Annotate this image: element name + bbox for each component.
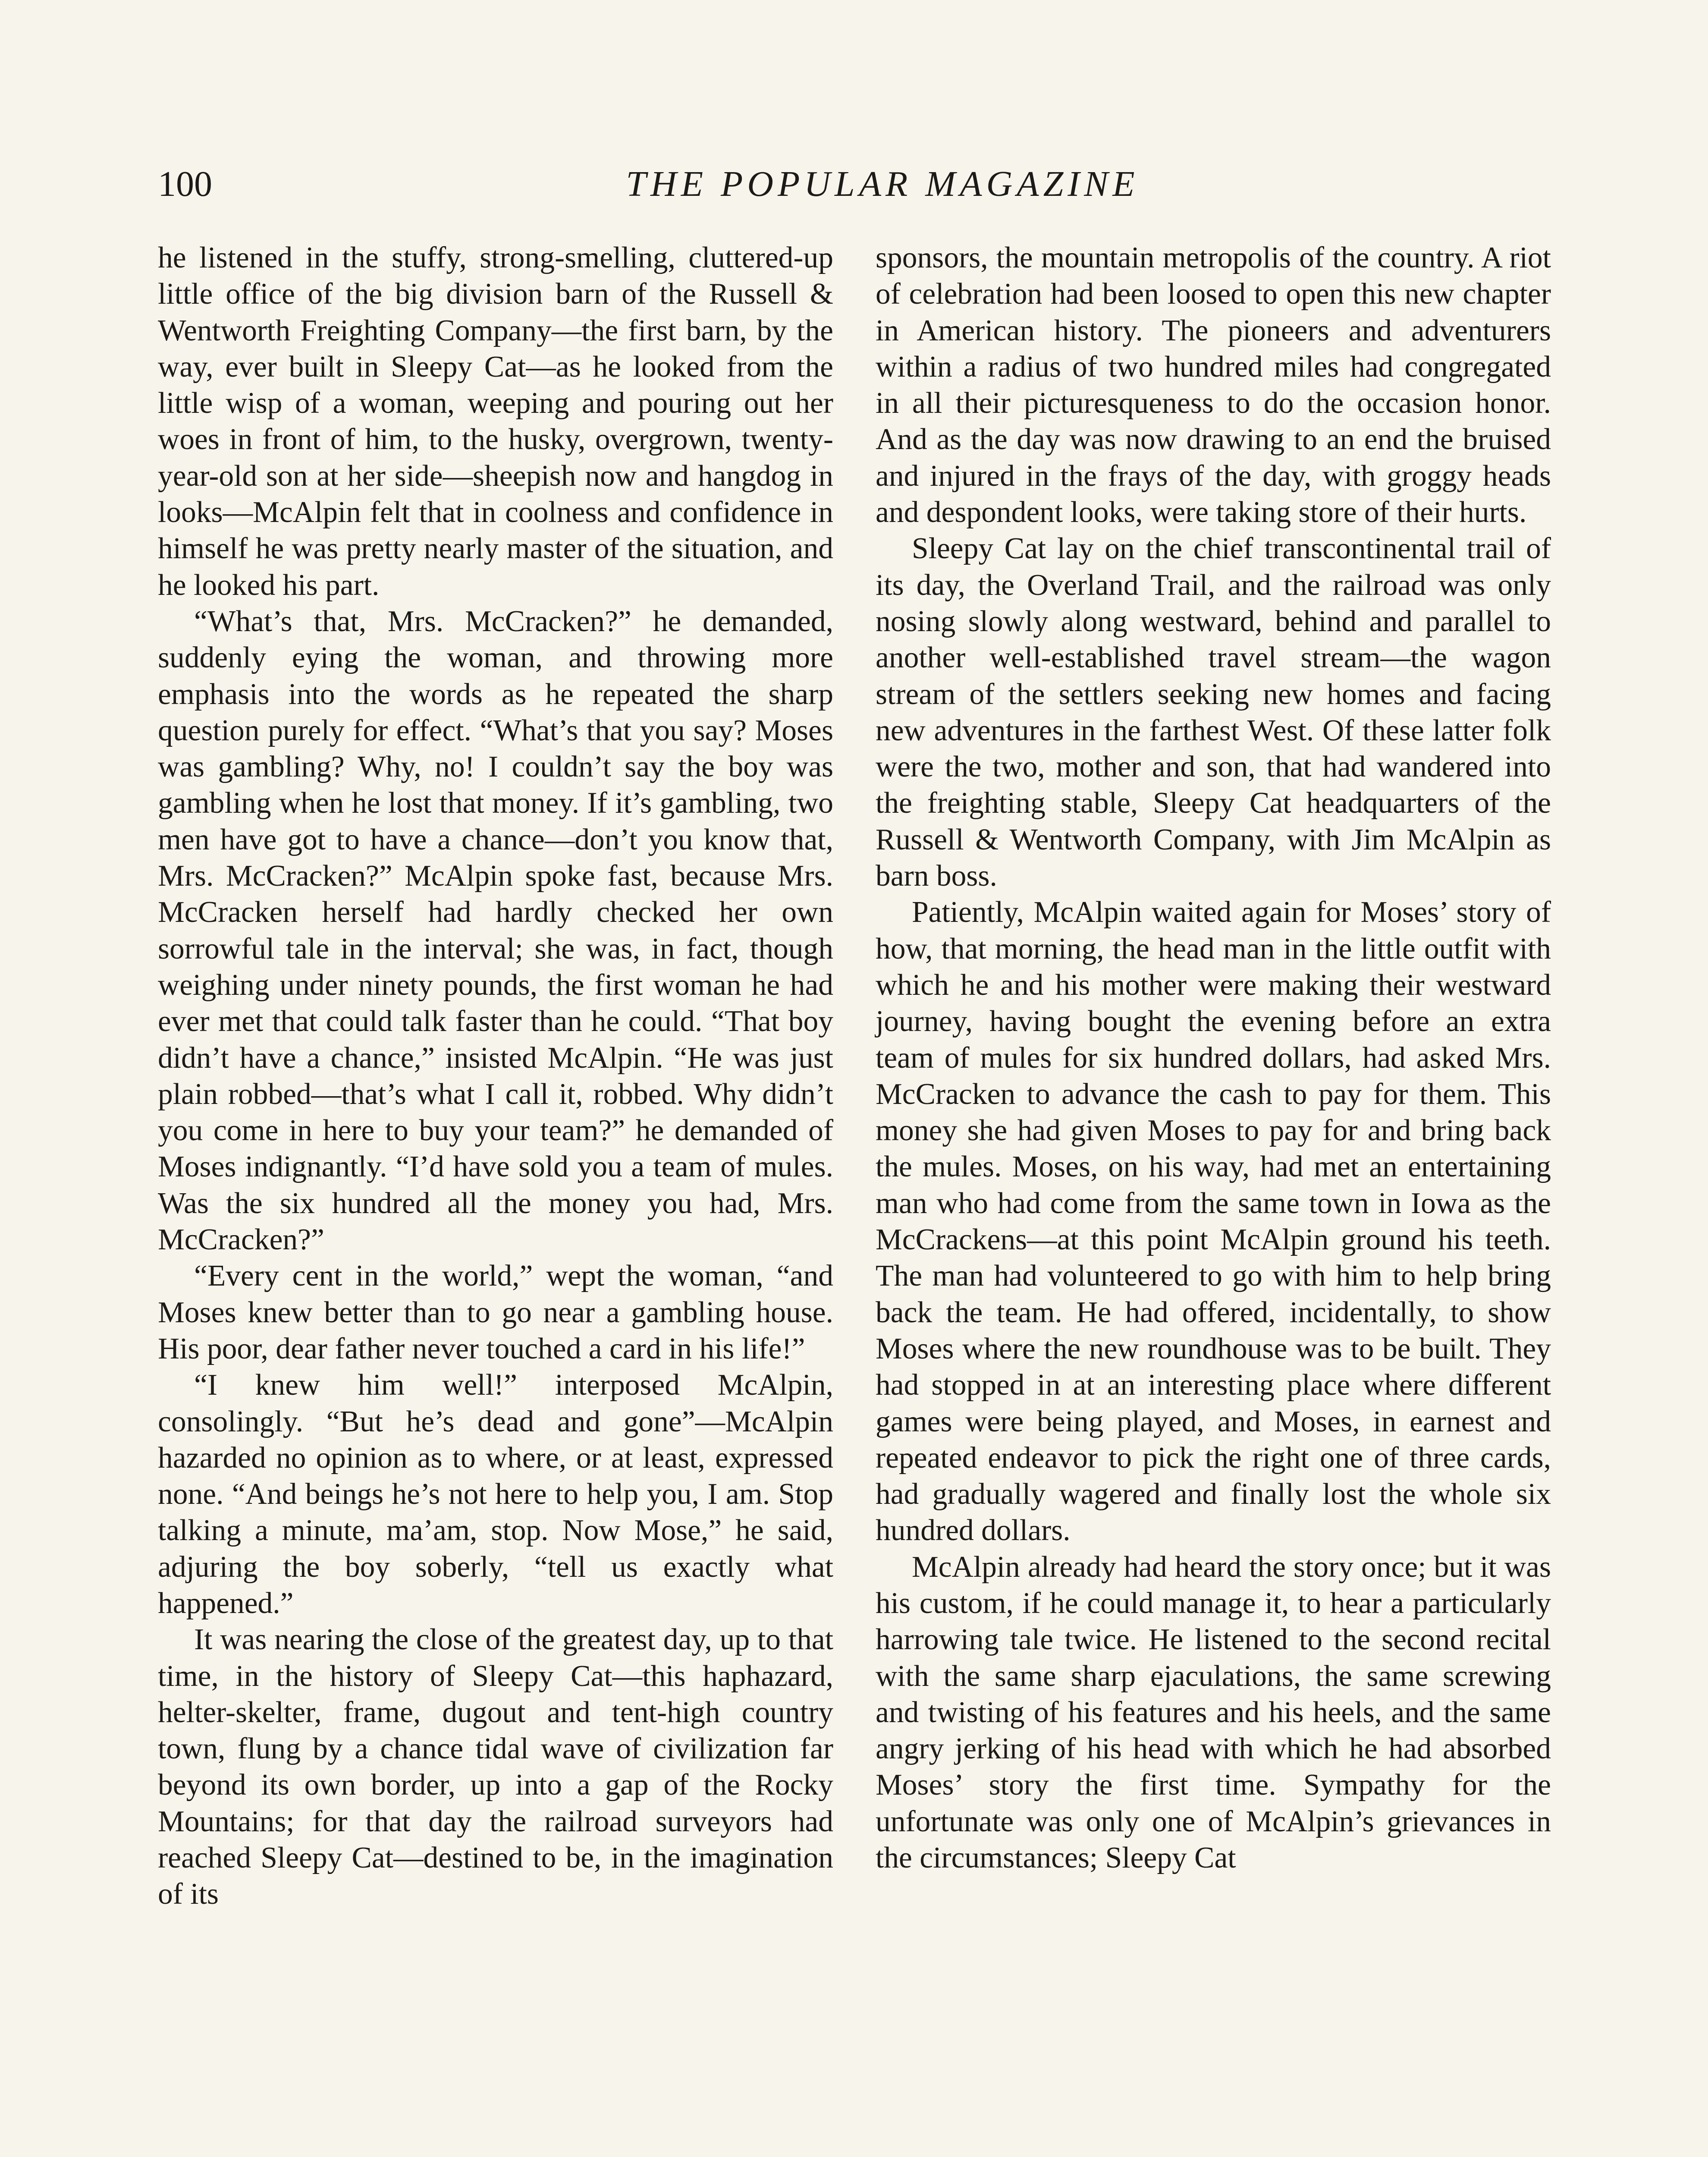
paragraph: “What’s that, Mrs. McCracken?” he demanded, suddenly eying the woman, and throwing more emphasis into the words as he repeated the sharp question purely for effect. “What’s that you say? Moses was gambling? Why, no! I couldn’t say the boy was gambling when he lost that money. If it’s gambling, two men have got to have a chance—don’t you know that, Mrs. McCracken?” McAlpin spoke fast, because Mrs. McCracken herself had hardly checked her own sorrowful tale in the interval; she was, in fact, though weighing under ninety pounds, the first woman he had ever met that could talk faster than he could. “That boy didn’t have a chance,” insisted McAlpin. “He was just plain robbed—that’s what I call it, robbed. Why didn’t you come in here to buy your team?” he demanded of Moses indignantly. “I’d have sold you a team of mules. Was the six hundred all the money you had, Mrs. McCracken?” (158, 604, 833, 1257)
paragraph: Patiently, McAlpin waited again for Moses’ story of how, that morning, the head man in the little outfit with which he and his mother were making their westward journey, having bought the evening before an extra team of mules for six hundred dollars, had asked Mrs. McCracken to advance the cash to pay for them. This money she had given Moses to pay for and bring back the mules. Moses, on his way, had met an entertaining man who had come from the same town in Iowa as the McCrackens—at this point McAlpin ground his teeth. The man had volunteered to go with him to help bring back the team. He had offered, incidentally, to show Moses where the new roundhouse was to be built. They had stopped in at an interesting place where different games were being played, and Moses, in earnest and repeated endeavor to pick the right one of three cards, had gradually wagered and finally lost the whole six hundred dollars. (876, 896, 1551, 1547)
paragraph: McAlpin already had heard the story once; but it was his custom, if he could manage it, to hear a particularly harrowing tale twice. He listened to the second recital with the same sharp ejaculations, the same screwing and twisting of his features and his heels, and the same angry jerking of his head with which he had absorbed Moses’ story the first time. Sympathy for the unfortunate was only one of McAlpin’s grievances in the circumstances; Sleepy Cat (876, 1550, 1551, 1875)
paragraph: It was nearing the close of the greatest day, up to that time, in the history of Sleepy Cat—this haphazard, helter-skelter, frame, dugout and tent-high country town, flung by a chance tidal wave of civilization far beyond its own border, up into a gap of the Rocky Mountains; for that day the railroad surveyors had reached Sleepy Cat—destined to be, in the imagination of its (158, 1623, 833, 1911)
paragraph: sponsors, the mountain metropolis of the country. A riot of celebration had been loosed to open this new chapter in American history. The pioneers and adventurers within a radius of two hundred miles had congregated in all their picturesqueness to do the occasion honor. And as the day was now drawing to an end the bruised and injured in the frays of the day, with groggy heads and despondent looks, were taking store of their hurts. (876, 241, 1551, 529)
paragraph: “Every cent in the world,” wept the woman, “and Moses knew better than to go near a gambling house. His poor, dear father never touched a card in his life!” (158, 1259, 833, 1365)
left-column (158, 240, 833, 1913)
paragraph: he listened in the stuffy, strong-smelling, cluttered-up little office of the big division barn of the Russell & Wentworth Freighting Company—the first barn, by the way, ever built in Sleepy Cat—as he looked from the little wisp of a woman, weeping and pouring out her woes in front of him, to the husky, overgrown, twenty-year-old son at her side—sheepish now and hangdog in looks—McAlpin felt that in coolness and confidence in himself he was pretty nearly master of the situation, and he looked his part. (158, 241, 833, 602)
page-number: 100 (158, 164, 212, 204)
paragraph: “I knew him well!” interposed McAlpin, consolingly. “But he’s dead and gone”—McAlpin hazarded no opinion as to where, or at least, expressed none. “And beings he’s not here to help you, I am. Stop talking a minute, ma’am, stop. Now Mose,” he said, adjuring the boy soberly, “tell us exactly what happened.” (158, 1368, 833, 1620)
running-title: THE POPULAR MAGAZINE (626, 164, 1139, 204)
page-header (158, 160, 1555, 208)
right-column (876, 240, 1551, 1876)
paragraph: Sleepy Cat lay on the chief transcontinental trail of its day, the Overland Trail, and the railroad was only nosing slowly along westward, behind and parallel to another well-established travel stream—the wagon stream of the settlers seeking new homes and facing new adventures in the farthest West. Of these latter folk were the two, mother and son, that had wandered into the freighting stable, Sleepy Cat headquarters of the Russell & Wentworth Company, with Jim McAlpin as barn boss. (876, 532, 1551, 893)
